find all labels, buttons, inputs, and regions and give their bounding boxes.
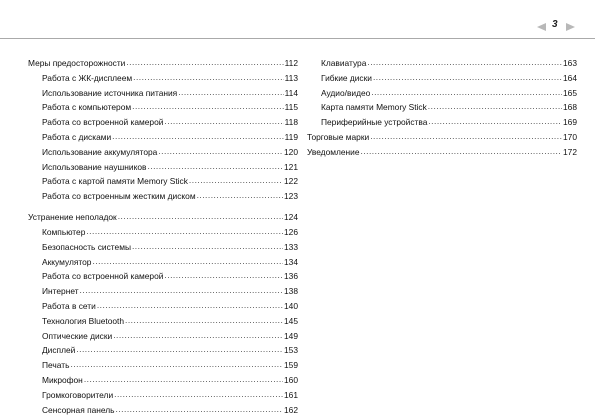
toc-entry[interactable] [307,88,577,103]
toc-entry-label: Работа с компьютером [42,102,132,113]
toc-entry[interactable] [28,212,298,227]
page-header [0,0,595,40]
toc-entry-label: Использование аккумулятора [42,146,158,157]
toc-entry-label: Аккумулятор [42,256,92,267]
toc-entry[interactable] [28,301,298,316]
leader-dots [86,226,283,236]
toc-entry-label: Технология Bluetooth [42,315,125,326]
page-navigation [535,21,585,33]
toc-entry[interactable] [28,147,298,162]
leader-dots [189,175,283,185]
toc-entry-page: 113 [284,72,298,83]
toc-entry-label: Периферийные устройства [321,117,428,128]
toc-entry-page: 172 [563,146,577,157]
toc-entry[interactable] [28,102,298,117]
leader-dots [132,101,284,111]
toc-entry-page: 140 [284,301,298,312]
toc-entry-label: Устранение неполадок [28,212,117,223]
toc-entry-label: Работа с ЖК-дисплеем [42,72,133,83]
leader-dots [361,146,563,156]
toc-entry-label: Меры предосторожности [28,58,126,68]
toc-entry-page: 163 [563,58,577,68]
toc-entry-page: 165 [563,87,577,98]
toc-entry-page: 153 [284,345,298,356]
leader-dots [116,404,283,414]
toc-entry-label: Клавиатура [321,58,367,68]
toc-entry-page: 159 [284,360,298,371]
toc-entry-label: Громкоговорители [42,389,114,400]
toc-entry-label: Микрофон [42,375,83,386]
toc-entry-label: Работа со встроенной камерой [42,271,164,282]
toc-entry[interactable] [28,117,298,132]
toc-entry-label: Гибкие диски [321,72,372,83]
leader-dots [126,57,283,67]
toc-entry-page: 164 [563,72,577,83]
toc-entry[interactable] [28,271,298,286]
toc-entry-label: Использование источника питания [42,87,178,98]
toc-entry[interactable] [307,58,577,73]
leader-dots [125,315,283,325]
toc-entry[interactable] [28,73,298,88]
toc-entry-page: 160 [284,375,298,386]
toc-entry-label: Дисплей [42,345,76,356]
toc-right-column [307,58,577,162]
leader-dots [92,256,283,266]
leader-dots [113,330,283,340]
leader-dots [80,285,283,295]
leader-dots [70,359,283,369]
header-rule [0,38,595,39]
toc-entry-label: Аудио/видео [321,87,371,98]
leader-dots [371,87,562,97]
toc-entry-page: 118 [284,117,298,128]
leader-dots [178,87,283,97]
toc-entry[interactable] [28,316,298,331]
leader-dots [367,57,562,67]
toc-entry-page: 119 [284,131,298,142]
toc-entry[interactable] [28,345,298,360]
toc-entry-label: Карта памяти Memory Stick [321,102,427,113]
toc-entry-label: Торговые марки [307,131,370,142]
toc-entry[interactable] [28,191,298,206]
toc-entry[interactable] [28,375,298,390]
toc-entry-label: Работа со встроенной камерой [42,117,164,128]
leader-dots [428,101,562,111]
toc-entry-page: 145 [284,315,298,326]
leader-dots [118,211,283,221]
leader-dots [112,131,283,141]
next-page-arrow-icon[interactable] [566,23,575,31]
toc-entry-page: 121 [284,161,298,172]
leader-dots [76,344,283,354]
toc-entry-page: 115 [284,102,298,113]
toc-entry[interactable] [28,257,298,272]
toc-entry[interactable] [307,117,577,132]
previous-page-arrow-icon[interactable] [537,23,546,31]
toc-entry-page: 122 [284,176,298,187]
toc-entry[interactable] [28,227,298,242]
toc-entry-page: 170 [563,131,577,142]
toc-entry[interactable] [28,132,298,147]
toc-entry-label: Работа с дисками [42,131,112,142]
leader-dots [114,389,283,399]
toc-entry-label: Интернет [42,286,79,297]
toc-left-column [28,58,298,419]
toc-entry-page: 114 [284,87,298,98]
toc-entry-page: 134 [284,256,298,267]
toc-entry[interactable] [28,331,298,346]
leader-dots [133,72,284,82]
toc-entry[interactable] [307,102,577,117]
leader-dots [373,72,562,82]
toc-entry[interactable] [307,132,577,147]
leader-dots [84,374,283,384]
toc-entry[interactable] [28,176,298,191]
toc-entry-page: 120 [284,146,298,157]
toc-entry-label: Компьютер [42,227,86,238]
toc-entry-label: Работа со встроенным жестким диском [42,191,196,202]
leader-dots [428,116,562,126]
leader-dots [132,241,283,251]
leader-dots [158,146,283,156]
toc-entry[interactable] [28,88,298,103]
toc-entry-page: 161 [284,389,298,400]
toc-entry[interactable] [28,360,298,375]
toc-entry[interactable] [28,286,298,301]
toc-entry-page: 162 [284,404,298,415]
page-number: 3 [552,19,558,30]
toc-entry[interactable] [28,390,298,405]
toc-entry[interactable] [307,73,577,88]
toc-entry[interactable] [307,147,577,162]
toc-entry-page: 136 [284,271,298,282]
toc-entry-page: 112 [284,58,298,68]
leader-dots [197,190,283,200]
toc-entry-label: Работа с картой памяти Memory Stick [42,176,188,187]
toc-entry-page: 133 [284,241,298,252]
toc-entry[interactable] [28,405,298,420]
toc-entry-page: 123 [284,191,298,202]
toc-entry-label: Оптические диски [42,330,113,341]
toc-entry-page: 126 [284,227,298,238]
toc-entry-page: 168 [563,102,577,113]
leader-dots [164,116,283,126]
toc-entry-label: Сенсорная панель [42,404,115,415]
toc-entry-label: Печать [42,360,70,371]
toc-entry-label: Работа в сети [42,301,96,312]
toc-entry[interactable] [28,162,298,177]
leader-dots [164,270,283,280]
leader-dots [147,161,283,171]
toc-entry-label: Безопасность системы [42,241,131,252]
toc-entry-page: 169 [563,117,577,128]
leader-dots [370,131,562,141]
toc-entry-page: 149 [284,330,298,341]
leader-dots [97,300,283,310]
toc-entry-label: Уведомление [307,146,360,157]
toc-entry[interactable] [28,58,298,73]
toc-entry-page: 124 [284,212,298,223]
toc-entry-label: Использование наушников [42,161,147,172]
toc-entry-page: 138 [284,286,298,297]
toc-entry[interactable] [28,242,298,257]
